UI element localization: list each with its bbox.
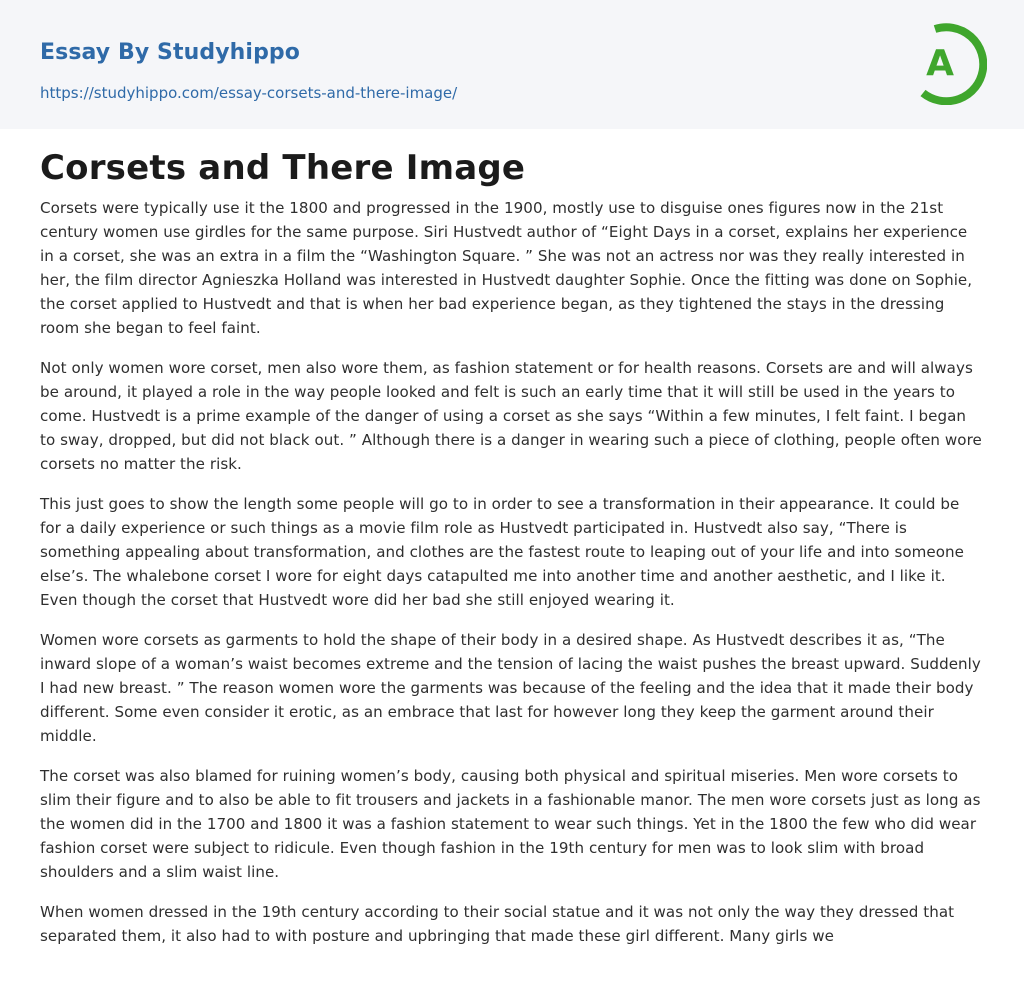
essay-url-link[interactable]: https://studyhippo.com/essay-corsets-and-there-image/ [40,84,458,102]
article [0,129,1024,948]
paragraph-5: The corset was also blamed for ruining women’s body, causing both physical and spiritual miseries. Men wore corsets to slim their figure and to also be able to fit trousers and jackets in a fashionable manor. The men wore corsets just as long as the women did in the 1700 and 1800 it was a fashion statement to wear such things. Yet in the 1800 the few who did wear fashion corset were subject to ridicule. Even though fashion in the 19th century for men was to look slim with broad shoulders and a slim waist line. [40,767,981,881]
page-title: Corsets and There Image [40,148,526,188]
studyhippo-logo-icon[interactable] [909,19,987,105]
logo-letter: A [926,43,954,84]
site-header [0,0,1024,129]
paragraph-3: This just goes to show the length some people will go to in order to see a transformation in their appearance. It could be for a daily experience or such things as a movie film role as Hustvedt participated in. Hustvedt also say, “There is something appealing about transformation, and clothes are the fastest route to leaping out of your life and into someone else’s. The whalebone corset I wore for eight days catapulted me into another time and another aesthetic, and I like it. Even though the corset that Hustvedt wore did her bad she still enjoyed wearing it. [40,495,964,609]
article-body [40,196,984,948]
paragraph-2: Not only women wore corset, men also wore them, as fashion statement or for health reasons. Corsets are and will always be around, it played a role in the way people looked and felt is such an early time that it will still be used in the years to come. Hustvedt is a prime example of the danger of using a corset as she says “Within a few minutes, I felt faint. I began to sway, dropped, but did not black out. ” Although there is a danger in wearing such a piece of clothing, people often wore corsets no matter the risk. [40,359,982,473]
paragraph-1: Corsets were typically use it the 1800 and progressed in the 1900, mostly use to disguise ones figures now in the 21st century women use girdles for the same purpose. Siri Hustvedt author of “Eight Days in a corset, explains her experience in a corset, she was an extra in a film the “Washington Square. ” She was not an actress nor was they really interested in her, the film director Agnieszka Holland was interested in Hustvedt daughter Sophie. Once the fitting was done on Sophie, the corset applied to Hustvedt and that is when her bad experience began, as they tightened the stays in the dressing room she began to feel faint. [40,199,973,337]
paragraph-4: Women wore corsets as garments to hold the shape of their body in a desired shape. As Hustvedt describes it as, “The inward slope of a woman’s waist becomes extreme and the tension of lacing the waist pushes the breast upward. Suddenly I had new breast. ” The reason women wore the garments was because of the feeling and the idea that it made their body different. Some even consider it erotic, as an embrace that last for however long they keep the garment around their middle. [40,631,981,745]
paragraph-6: When women dressed in the 19th century according to their social statue and it was not only the way they dressed that separated them, it also had to with posture and upbringing that made these girl different. Many girls we [40,903,955,945]
brand-title[interactable]: Essay By Studyhippo [40,40,300,65]
